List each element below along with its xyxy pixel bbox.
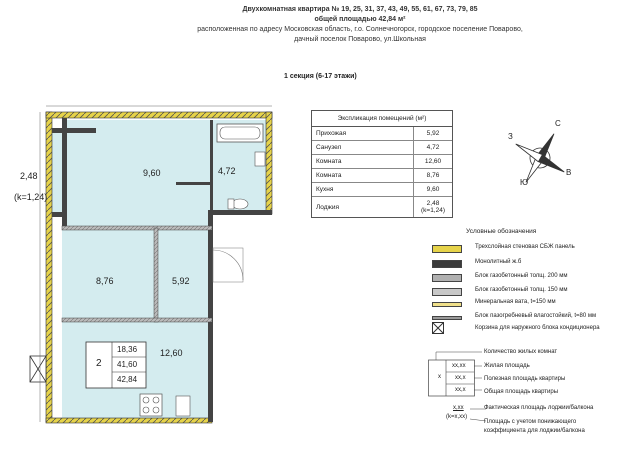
title-line: Двухкомнатная квартира № 19, 25, 31, 37, 43, 49, 55, 61, 67, 73, 79, 85	[242, 6, 478, 13]
address-line-2: дачный поселок Поварово, ул.Школьная	[294, 36, 426, 43]
explication-table	[311, 110, 453, 218]
key-xxx: xx,xx	[452, 363, 466, 369]
table-row: Комната 12,60	[312, 155, 452, 169]
compass-east: В	[566, 168, 572, 177]
area-line: общей площадью 42,84 м²	[314, 16, 406, 23]
legend-item: Блок пазогребневый влагостойкий, t=80 мм	[475, 313, 597, 319]
living-area: 18,36	[117, 345, 138, 354]
legend-item: Корзина для наружного блока кондиционера	[475, 325, 600, 331]
floor-plan	[0, 0, 300, 452]
swatch-monolith-icon	[432, 260, 462, 268]
room2-label: 12,60	[160, 348, 183, 358]
rooms-count: 2	[96, 358, 102, 369]
legend-item: Монолитный ж.б	[475, 259, 522, 265]
loggia-key-value: x,xx	[453, 405, 464, 411]
table-row: Лоджия 2,48 (k=1,24)	[312, 197, 452, 217]
table-row: Санузел 4,72	[312, 141, 452, 155]
table-row: Прихожая 5,92	[312, 127, 452, 141]
section-label: 1 секция (6-17 этажи)	[284, 73, 357, 80]
swatch-sbj-icon	[432, 245, 462, 253]
ac-basket-icon	[432, 322, 444, 334]
total-area: 42,84	[117, 375, 138, 384]
table-row: Комната 8,76	[312, 169, 452, 183]
swatch-block200-icon	[432, 274, 462, 282]
legend-item: Блок газобетонный толщ. 150 мм	[475, 287, 568, 293]
key-count: Количество жилых комнат	[484, 349, 558, 355]
loggia-fact: Фактическая площадь лоджии/балкона	[484, 405, 594, 411]
compass-west: З	[508, 132, 513, 141]
legend-item: Блок газобетонный толщ. 200 мм	[475, 273, 568, 279]
hall-label: 5,92	[172, 276, 190, 286]
kitchen-label: 9,60	[143, 168, 161, 178]
loggia-reduced-2: коэффициента для лоджии/балкона	[484, 428, 585, 434]
kitchen-area	[62, 120, 212, 230]
useful-area: 41,60	[117, 360, 138, 369]
compass-north: С	[555, 119, 561, 128]
swatch-block150-icon	[432, 288, 462, 296]
key-useful: Полезная площадь квартиры	[484, 376, 566, 382]
legend-item: Трехслойная стеновая СБЖ панель	[475, 244, 575, 250]
swatch-pazogreb-icon	[432, 316, 462, 320]
key-total: Общая площадь квартиры	[484, 389, 559, 395]
address-line: расположенная по адресу Московская область, г.о. Солнечногорск, городское поселение Поварово,	[197, 26, 523, 33]
bathroom-label: 4,72	[218, 166, 236, 176]
key-living: Жилая площадь	[484, 363, 530, 369]
explication-title: Экспликация помещений (м²)	[312, 111, 452, 127]
compass-icon	[500, 118, 580, 198]
loggia-reduced-1: Площадь с учетом понижающего	[484, 419, 577, 425]
table-row: Кухня 9,60	[312, 183, 452, 197]
key-x: x	[438, 374, 441, 380]
room-label: 8,76	[96, 276, 114, 286]
key-xx2: xx,x	[455, 387, 466, 393]
loggia-coef-label: (k=1,24)	[14, 192, 48, 202]
compass-south: Ю	[520, 178, 529, 187]
key-xx1: xx,x	[455, 375, 466, 381]
loggia-key-k: (k=x,xx)	[446, 414, 468, 420]
loggia-label: 2,48	[20, 171, 38, 181]
swatch-minwool-icon	[432, 302, 462, 307]
loggia-area	[52, 132, 62, 212]
legend-item: Минеральная вата, t=150 мм	[475, 299, 556, 305]
legend-title: Условные обозначения	[466, 228, 537, 235]
